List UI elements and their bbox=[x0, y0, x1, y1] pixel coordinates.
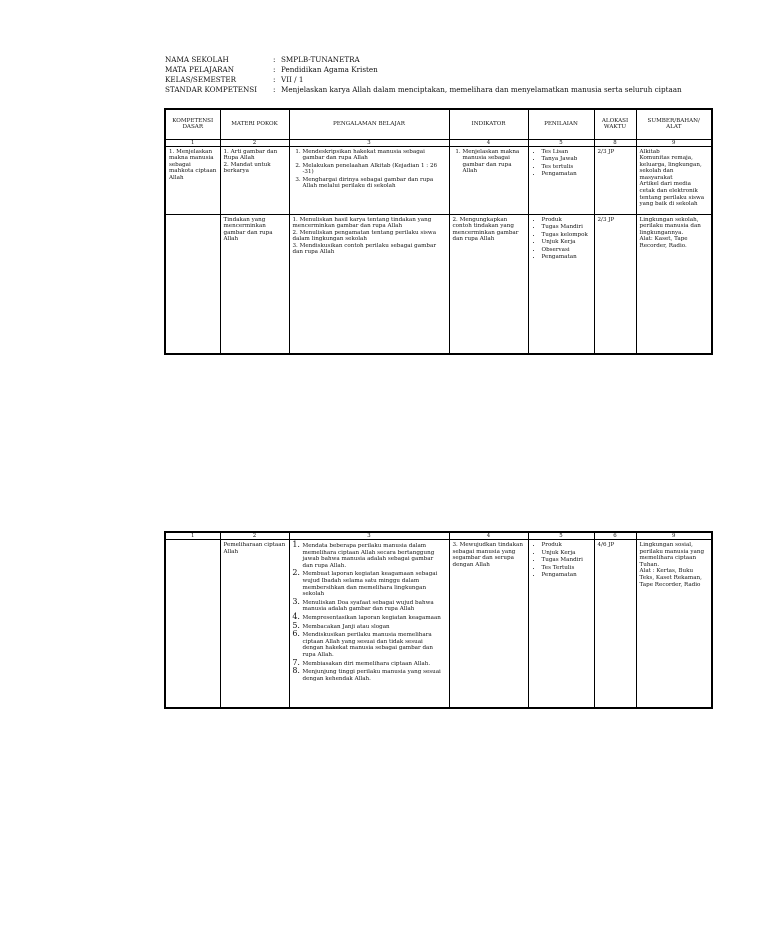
col-number: 6 bbox=[594, 532, 636, 540]
pengalaman-item: 6. Mendiskusikan perilaku manusia memelihara ciptaan Allah yang sesuai dan tidak sesuai dengan hakekat manusia sebagai gambar dan rupa Allah. bbox=[303, 631, 446, 658]
table-header-row bbox=[165, 109, 712, 139]
pengalaman-item: 1. Menuliskan hasil karya tentang tindakan yang mencerminkan gambar dan rupa Allah bbox=[292, 216, 432, 230]
alokasi-cell: 2/3 JP bbox=[594, 146, 636, 214]
header-sep: : bbox=[273, 85, 276, 94]
penilaian-item: • Tes Tertulis bbox=[542, 565, 591, 572]
indikator-cell: 3. Mewujudkan tindakan sebagai manusia yang segambar dan serupa dengan Allah bbox=[449, 540, 528, 708]
alokasi-cell: 4/6 JP bbox=[594, 540, 636, 708]
header-label: STANDAR KOMPETENSI bbox=[165, 85, 258, 94]
penilaian-item: • Tugas Mandiri bbox=[542, 224, 591, 231]
indikator-cell: 2. Mengungkapkan contoh tindakan yang mencerminkan gambar dan rupa Allah bbox=[449, 214, 528, 354]
syllabus-table-2 bbox=[164, 531, 713, 709]
materi-cell: Tindakan yang mencerminkan gambar dan rupa Allah bbox=[220, 214, 289, 354]
pengalaman-item: 2. Membuat laporan kegiatan keagamaan sebagai wujud Ibadah selama satu minggu dalam membersihkan dan memelihara lingkungan sekolah bbox=[303, 570, 446, 597]
col-number: 3 bbox=[289, 532, 449, 540]
alokasi-cell: 2/3 JP bbox=[594, 214, 636, 354]
pengalaman-item: 4. Mempresentasikan laporan kegiatan keagamaan bbox=[303, 614, 446, 622]
table-row bbox=[165, 214, 712, 354]
kd-cell bbox=[165, 214, 220, 354]
penilaian-item: • Pengamatan bbox=[542, 171, 591, 178]
pengalaman-item: 3. Menghargai dirinya sebagai gambar dan rupa Allah melalui perilaku di sekolah bbox=[303, 177, 446, 190]
col-number: 9 bbox=[636, 532, 712, 540]
col-number: 5 bbox=[528, 139, 594, 146]
pengalaman-item: 2. Menuliskan pengamatan tentang perilaku siswa dalam lingkungan sekolah bbox=[292, 229, 437, 243]
materi-cell: Pemeliharaan ciptaan Allah bbox=[220, 540, 289, 708]
sumber-cell: Lingkungan sekolah, perilaku manusia dan lingkungannya. Alat: Kaset, Tape Recorder, Radio. bbox=[636, 214, 712, 354]
penilaian-item: • Observasi bbox=[542, 247, 591, 254]
penilaian-item: • Tes Lisan bbox=[542, 149, 591, 156]
header-label: NAMA SEKOLAH bbox=[165, 55, 229, 64]
penilaian-cell bbox=[528, 540, 594, 708]
penilaian-item: • Unjuk Kerja bbox=[542, 239, 591, 246]
document-header bbox=[165, 55, 682, 95]
col-number: 1 bbox=[165, 532, 220, 540]
pengalaman-cell bbox=[289, 540, 449, 708]
col-number: 8 bbox=[594, 139, 636, 146]
kd-cell bbox=[165, 540, 220, 708]
penilaian-item: • Pengamatan bbox=[542, 572, 591, 579]
pengalaman-item: 1. Mendata beberapa perilaku manusia dalam memelihara ciptaan Allah secara bertanggung jawab bahwa manusia adalah sebagai gambar dan rupa Allah. bbox=[303, 542, 446, 569]
pengalaman-item: 3. Mendiskusikan contoh perilaku sebagai gambar dan rupa Allah bbox=[292, 242, 436, 256]
col-number: 2 bbox=[220, 139, 289, 146]
penilaian-item: • Produk bbox=[542, 542, 591, 549]
header-row-competency bbox=[165, 85, 682, 95]
pengalaman-cell bbox=[289, 146, 449, 214]
header-sep: : bbox=[273, 55, 276, 64]
penilaian-item: • Unjuk Kerja bbox=[542, 550, 591, 557]
header-value: Pendidikan Agama Kristen bbox=[281, 65, 378, 74]
penilaian-item: • Tugas Mandiri bbox=[542, 557, 591, 564]
materi-item: 1. Arti gambar dan Rupa Allah bbox=[223, 148, 278, 162]
indikator-item: 1. Menjelaskan makna manusia sebagai gambar dan rupa Allah bbox=[463, 149, 525, 175]
header-label: KELAS/SEMESTER bbox=[165, 75, 237, 84]
header-sep: : bbox=[273, 65, 276, 74]
col-number: 9 bbox=[636, 139, 712, 146]
col-header: SUMBER/BAHAN/ ALAT bbox=[636, 109, 712, 139]
penilaian-item: • Pengamatan bbox=[542, 254, 591, 261]
header-row-school bbox=[165, 55, 682, 65]
penilaian-cell bbox=[528, 146, 594, 214]
sumber-cell: Lingkungan sosial, perilaku manusia yang memelihara ciptaan Tuhan. Alat : Kertas, Buku Teks, Kaset Rekaman, Tape Recorder, Radio bbox=[636, 540, 712, 708]
penilaian-item: • Tanya Jawab bbox=[542, 156, 591, 163]
column-number-row bbox=[165, 532, 712, 540]
col-number: 5 bbox=[528, 532, 594, 540]
pengalaman-item: 5. Membacakan Janji atau slogan bbox=[303, 623, 446, 631]
pengalaman-item: 3. Menuliskan Doa syafaat sebagai wujud bahwa manusia adalah gambar dan rupa Allah bbox=[303, 599, 446, 613]
header-label: MATA PELAJARAN bbox=[165, 65, 235, 74]
materi-item: 2. Mandat untuk berkarya bbox=[223, 161, 271, 175]
col-header: MATERI POKOK bbox=[220, 109, 289, 139]
col-header: PENGALAMAN BELAJAR bbox=[289, 109, 449, 139]
col-number: 4 bbox=[449, 532, 528, 540]
col-header: INDIKATOR bbox=[449, 109, 528, 139]
sumber-cell: Alkitab Komunitas remaja, keluarga, lingkungan, sekolah dan masyarakat Artikel dari media cetak dan elektronik tentang perilaku siswa yang baik di sekolah bbox=[636, 146, 712, 214]
col-number: 2 bbox=[220, 532, 289, 540]
col-header: ALOKASI WAKTU bbox=[594, 109, 636, 139]
indikator-cell bbox=[449, 146, 528, 214]
col-number: 1 bbox=[165, 139, 220, 146]
kd-cell: 1. Menjelaskan makna manusia sebagai mahkota ciptaan Allah bbox=[165, 146, 220, 214]
header-value: VII / 1 bbox=[281, 75, 304, 84]
col-header: KOMPETENSI DASAR bbox=[165, 109, 220, 139]
syllabus-table-1 bbox=[164, 108, 713, 355]
penilaian-item: • Tes tertulis bbox=[542, 164, 591, 171]
penilaian-item: • Tugas kelompok bbox=[542, 232, 591, 239]
header-sep: : bbox=[273, 75, 276, 84]
col-number: 4 bbox=[449, 139, 528, 146]
pengalaman-item: 2. Melakukan penelaahan Alkitab (Kejadian 1 : 26 -31) bbox=[303, 163, 446, 176]
header-value: Menjelaskan karya Allah dalam menciptakan, memelihara dan menyelamatkan manusia serta seluruh ciptaan bbox=[281, 85, 682, 94]
column-number-row bbox=[165, 139, 712, 146]
header-row-class bbox=[165, 75, 682, 85]
penilaian-item: • Produk bbox=[542, 217, 591, 224]
header-row-subject bbox=[165, 65, 682, 75]
pengalaman-cell bbox=[289, 214, 449, 354]
pengalaman-item: 1. Mendeskripsikan hakekat manusia sebagai gambar dan rupa Allah bbox=[303, 149, 446, 162]
col-header: PENILAIAN bbox=[528, 109, 594, 139]
table-row bbox=[165, 540, 712, 708]
penilaian-cell bbox=[528, 214, 594, 354]
pengalaman-item: 8. Menjunjung tinggi perilaku manusia yang sesuai dengan kehendak Allah. bbox=[303, 668, 446, 682]
table-row bbox=[165, 146, 712, 214]
pengalaman-item: 7. Membiasakan diri memelihara ciptaan Allah. bbox=[303, 660, 446, 668]
col-number: 3 bbox=[289, 139, 449, 146]
header-value: SMPLB-TUNANETRA bbox=[281, 55, 360, 64]
materi-cell bbox=[220, 146, 289, 214]
